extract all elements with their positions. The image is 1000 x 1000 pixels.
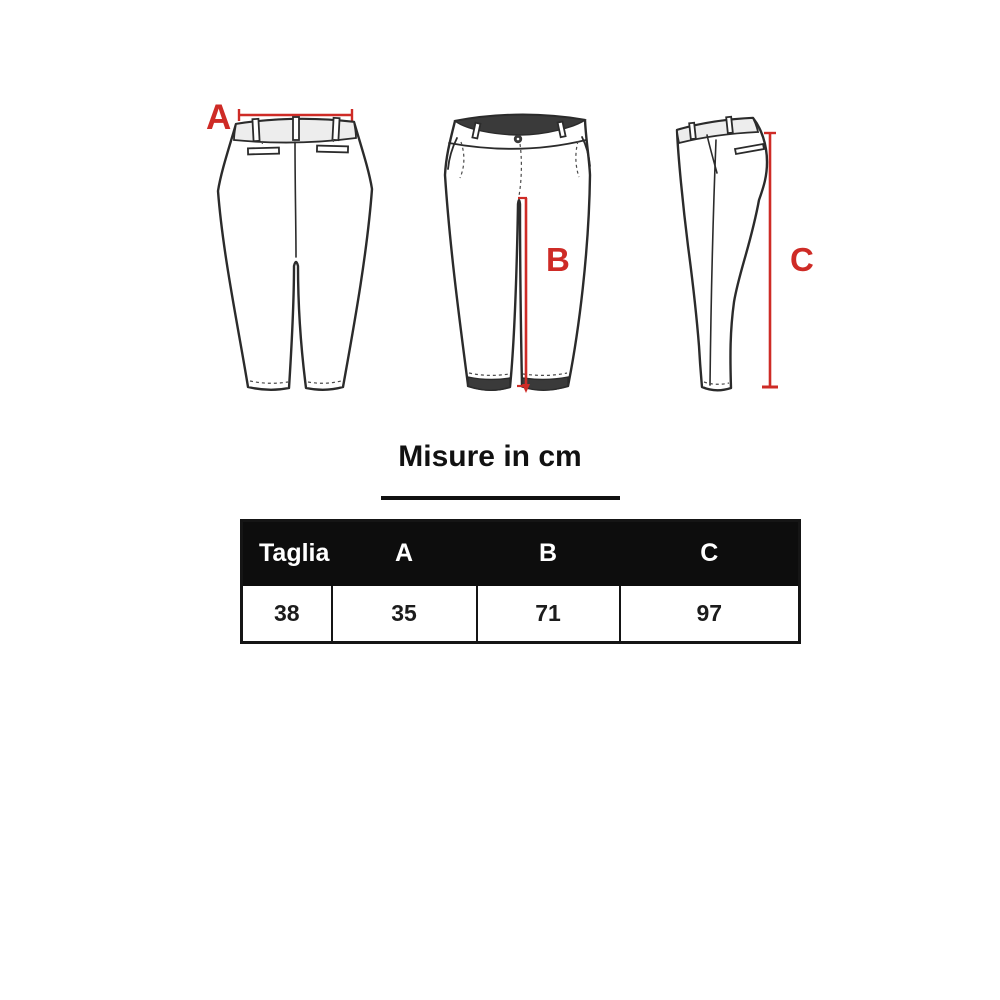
cell-b-value: 71 (477, 585, 620, 643)
measurement-label-b: B (546, 241, 570, 278)
title-underline (381, 496, 620, 500)
column-header-b: B (477, 521, 620, 586)
front-hem-cuffs (468, 373, 568, 390)
cell-a-value: 35 (332, 585, 477, 643)
column-header-taglia: Taglia (242, 521, 332, 586)
page-title: Misure in cm (398, 440, 582, 473)
back-center-seam (295, 142, 296, 257)
size-table-header-row (242, 521, 800, 586)
pants-front-view-illustration (438, 96, 608, 401)
front-button (514, 135, 522, 143)
measurement-label-c: C (790, 241, 814, 278)
column-header-c: C (620, 521, 800, 586)
cell-taglia-value: 38 (242, 585, 332, 643)
measurement-label-a: A (206, 98, 232, 137)
size-table (240, 519, 801, 644)
size-table-row (242, 585, 800, 643)
column-header-a: A (332, 521, 477, 586)
pants-back-view-illustration (203, 96, 383, 401)
cell-c-value: 97 (620, 585, 800, 643)
side-view-outline (677, 118, 767, 390)
